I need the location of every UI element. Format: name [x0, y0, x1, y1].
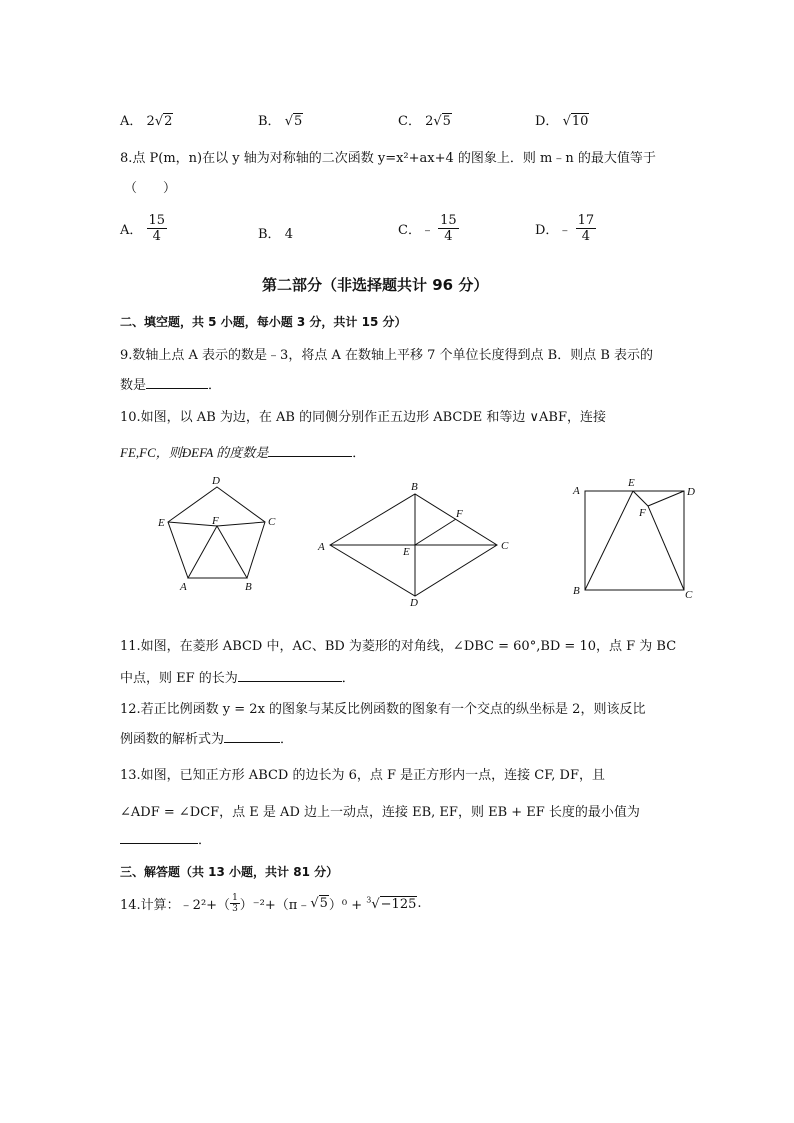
- q12-text: 12.若正比例函数 y = 2x 的图象与某反比例函数的图象有一个交点的纵坐标是 2，则该反比: [120, 702, 646, 717]
- section3-title: 三、解答题（共 13 小题，共计 81 分）: [120, 865, 339, 879]
- equilateral-triangle-abf: [188, 526, 247, 578]
- q8-paren: （ ）: [124, 181, 177, 196]
- q13-line2: ∠ADF = ∠DCF，点 E 是 AD 边上一动点，连接 EB, EF，则 EB + EF 长度的最小值为: [120, 805, 640, 820]
- q13-answer-blank[interactable]: [120, 831, 198, 844]
- segment-cf: [648, 506, 684, 590]
- q10-answer-blank[interactable]: [268, 444, 352, 457]
- segment-fc: [217, 522, 265, 526]
- pent-label-c: C: [268, 516, 276, 528]
- sq-label-e: E: [628, 477, 635, 489]
- square-outline: [585, 491, 684, 590]
- q8-option-a: A． $\frac{15}{4}$: [120, 213, 166, 244]
- rh-label-f: F: [456, 508, 463, 520]
- pentagon-figure: [150, 472, 290, 597]
- q14-text: 14.计算：﹣2²+（ $\frac{1}{3}$ ）⁻²+（π﹣√5）⁰ + $^3$√−125.: [120, 893, 422, 914]
- rh-label-e: E: [403, 546, 410, 558]
- q10-line2: FE,FC，则ÐEFA 的度数是 ．: [120, 445, 366, 461]
- rhombus-figure: [315, 478, 515, 610]
- pent-label-f: F: [212, 515, 219, 527]
- segment-fe: [168, 522, 217, 526]
- q10-text: 10.如图，以 AB 为边，在 AB 的同侧分别作正五边形 ABCDE 和等边 ∨ABF，连接: [120, 410, 607, 425]
- q13-answer-line: ．: [120, 829, 211, 848]
- q7-option-a: A． 2√2: [120, 114, 173, 129]
- rh-label-b: B: [411, 481, 418, 493]
- segment-df: [648, 491, 684, 506]
- sq-label-f: F: [639, 507, 646, 519]
- q9-line2: 数是 ．: [120, 378, 222, 393]
- q8-option-c: C．﹣ $\frac{15}{4}$: [398, 213, 457, 244]
- pent-label-a: A: [180, 581, 187, 593]
- square-figure: [568, 474, 703, 602]
- q8-option-d: D．﹣ $\frac{17}{4}$: [535, 213, 595, 244]
- pent-label-b: B: [245, 581, 252, 593]
- q8-text: 8.点 P(m，n)在以 y 轴为对称轴的二次函数 y=x²+ax+4 的图象上．则 m﹣n 的最大值等于: [120, 151, 656, 166]
- pent-label-d: D: [212, 475, 220, 487]
- section2-title: 二、填空题，共 5 小题，每小题 3 分，共计 15 分）: [120, 315, 407, 329]
- q12-line2: 例函数的解析式为 ．: [120, 732, 294, 747]
- rh-label-c: C: [501, 540, 509, 552]
- q9-text: 9.数轴上点 A 表示的数是﹣3，将点 A 在数轴上平移 7 个单位长度得到点 B．则点 B 表示的: [120, 348, 654, 363]
- segment-ef: [415, 519, 456, 545]
- q11-answer-blank[interactable]: [238, 669, 342, 682]
- q13-text: 13.如图，已知正方形 ABCD 的边长为 6，点 F 是正方形内一点，连接 CF, DF，且: [120, 768, 605, 783]
- sq-label-c: C: [685, 589, 693, 601]
- pentagon-outline: [168, 487, 265, 578]
- rh-label-d: D: [410, 597, 418, 609]
- q12-answer-blank[interactable]: [224, 730, 280, 743]
- q7-option-c: C． 2√5: [398, 114, 451, 129]
- rh-label-a: A: [318, 541, 325, 553]
- q11-text: 11.如图，在菱形 ABCD 中，AC、BD 为菱形的对角线，∠DBC = 60°,BD = 10，点 F 为 BC: [120, 639, 677, 654]
- sq-label-d: D: [687, 486, 695, 498]
- q9-answer-blank[interactable]: [146, 376, 208, 389]
- sq-label-b: B: [573, 585, 580, 597]
- part2-title: 第二部分（非选择题共计 96 分）: [262, 276, 489, 294]
- sq-label-a: A: [573, 485, 580, 497]
- q7-option-d: D． √10: [535, 114, 589, 129]
- pent-label-e: E: [158, 517, 165, 529]
- q11-line2: 中点，则 EF 的长为 ．: [120, 671, 355, 686]
- q7-option-b: B． √5: [258, 114, 303, 129]
- q8-option-b: B． 4: [258, 227, 293, 242]
- segment-eb: [585, 491, 633, 590]
- segment-ef: [633, 491, 648, 506]
